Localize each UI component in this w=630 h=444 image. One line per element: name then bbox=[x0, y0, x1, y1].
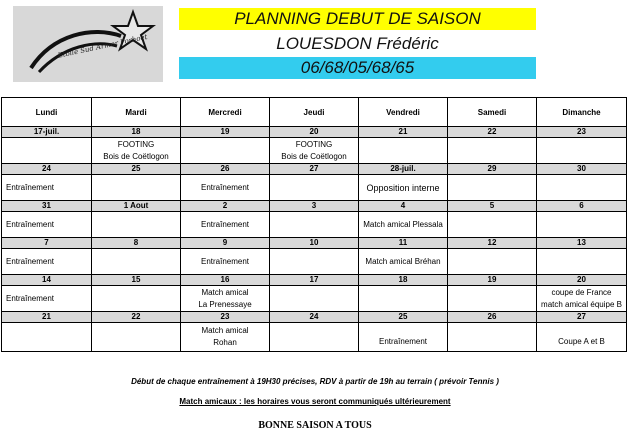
date-cell: 26 bbox=[448, 312, 537, 323]
date-cell: 30 bbox=[537, 164, 627, 175]
date-cell: 28-juil. bbox=[359, 164, 448, 175]
activity-label: La Prenessaye bbox=[198, 299, 252, 309]
date-row bbox=[2, 127, 627, 138]
coach-name: LOUESDON Frédéric bbox=[276, 34, 439, 53]
activity-cell bbox=[537, 323, 627, 352]
date-cell: 6 bbox=[537, 201, 627, 212]
activity-row bbox=[2, 249, 627, 275]
activity-label: FOOTING bbox=[295, 139, 333, 149]
activity-label: coupe de France bbox=[551, 287, 612, 297]
activity-label: Entraînement bbox=[6, 293, 55, 303]
activity-label: FOOTING bbox=[117, 139, 155, 149]
date-cell: 11 bbox=[359, 238, 448, 249]
activity-row bbox=[2, 212, 627, 238]
activity-label: Match amical bbox=[201, 287, 249, 297]
activity-cell bbox=[2, 175, 92, 201]
activity-cell bbox=[270, 212, 359, 238]
date-cell: 19 bbox=[448, 275, 537, 286]
activity-label: Bois de Coëtlogon bbox=[103, 151, 169, 161]
date-cell: 2 bbox=[181, 201, 270, 212]
activity-cell bbox=[181, 175, 270, 201]
date-cell: 31 bbox=[2, 201, 92, 212]
activity-cell bbox=[537, 175, 627, 201]
activity-cell bbox=[537, 212, 627, 238]
activity-cell bbox=[2, 138, 92, 164]
activity-cell bbox=[537, 286, 627, 312]
date-row bbox=[2, 312, 627, 323]
activity-label: Entraînement bbox=[6, 256, 55, 266]
activity-cell bbox=[270, 249, 359, 275]
date-cell: 5 bbox=[448, 201, 537, 212]
date-cell: 20 bbox=[537, 275, 627, 286]
date-cell: 15 bbox=[92, 275, 181, 286]
date-cell: 27 bbox=[270, 164, 359, 175]
activity-label: Rohan bbox=[213, 338, 237, 347]
activity-cell bbox=[2, 249, 92, 275]
activity-label: match amical équipe B bbox=[541, 299, 622, 309]
date-cell: 16 bbox=[181, 275, 270, 286]
date-cell: 9 bbox=[181, 238, 270, 249]
date-cell: 7 bbox=[2, 238, 92, 249]
activity-cell bbox=[2, 286, 92, 312]
activity-label: Entraînement bbox=[200, 182, 250, 192]
date-cell: 17-juil. bbox=[2, 127, 92, 138]
date-cell: 3 bbox=[270, 201, 359, 212]
day-header-lundi: Lundi bbox=[2, 98, 92, 127]
schedule-table bbox=[1, 97, 627, 352]
date-cell: 19 bbox=[181, 127, 270, 138]
day-header-dimanche: Dimanche bbox=[537, 98, 627, 127]
activity-cell bbox=[181, 138, 270, 164]
activity-cell bbox=[359, 175, 448, 201]
date-cell: 10 bbox=[270, 238, 359, 249]
activity-cell bbox=[537, 138, 627, 164]
activity-label: Entraînement bbox=[6, 182, 55, 192]
date-cell: 21 bbox=[2, 312, 92, 323]
activity-row bbox=[2, 286, 627, 312]
date-cell: 12 bbox=[448, 238, 537, 249]
day-header-row bbox=[2, 98, 627, 127]
activity-cell bbox=[181, 249, 270, 275]
coach-phone: 06/68/05/68/65 bbox=[179, 57, 536, 79]
date-cell: 21 bbox=[359, 127, 448, 138]
date-cell: 29 bbox=[448, 164, 537, 175]
activity-cell bbox=[92, 323, 181, 352]
logo-text: Etoile Sud Armor Porhoet bbox=[57, 32, 149, 60]
activity-label: Entraînement bbox=[200, 219, 250, 229]
day-header-mardi: Mardi bbox=[92, 98, 181, 127]
activity-cell bbox=[359, 138, 448, 164]
date-cell: 13 bbox=[537, 238, 627, 249]
activity-label: Coupe A et B bbox=[558, 337, 605, 346]
activity-label: Match amical Bréhan bbox=[365, 256, 441, 266]
activity-cell bbox=[270, 175, 359, 201]
activity-cell bbox=[92, 286, 181, 312]
date-cell: 23 bbox=[181, 312, 270, 323]
activity-cell bbox=[448, 212, 537, 238]
activity-label: Match amical Plessala bbox=[363, 219, 443, 229]
day-header-jeudi: Jeudi bbox=[270, 98, 359, 127]
date-cell: 24 bbox=[2, 164, 92, 175]
activity-row bbox=[2, 175, 627, 201]
activity-row bbox=[2, 138, 627, 164]
activity-row bbox=[2, 323, 627, 352]
activity-cell bbox=[359, 212, 448, 238]
activity-label: Match amical bbox=[201, 326, 249, 335]
activity-cell bbox=[448, 138, 537, 164]
date-cell: 22 bbox=[92, 312, 181, 323]
activity-cell bbox=[181, 323, 270, 352]
activity-cell bbox=[448, 175, 537, 201]
date-row bbox=[2, 275, 627, 286]
activity-cell bbox=[359, 286, 448, 312]
activity-cell bbox=[270, 323, 359, 352]
page-title: PLANNING DEBUT DE SAISON bbox=[179, 8, 536, 30]
date-cell: 25 bbox=[92, 164, 181, 175]
star-logo-icon bbox=[13, 6, 163, 82]
activity-label: Entraînement bbox=[378, 337, 428, 346]
activity-cell bbox=[448, 286, 537, 312]
activity-cell bbox=[359, 249, 448, 275]
day-header-vendredi: Vendredi bbox=[359, 98, 448, 127]
activity-label: Bois de Coëtlogon bbox=[281, 151, 347, 161]
activity-cell bbox=[270, 286, 359, 312]
day-header-samedi: Samedi bbox=[448, 98, 537, 127]
activity-cell bbox=[2, 212, 92, 238]
schedule-body bbox=[2, 127, 627, 352]
date-cell: 17 bbox=[270, 275, 359, 286]
activity-label: Opposition interne bbox=[366, 182, 440, 193]
date-cell: 25 bbox=[359, 312, 448, 323]
date-cell: 26 bbox=[181, 164, 270, 175]
date-cell: 14 bbox=[2, 275, 92, 286]
date-cell: 27 bbox=[537, 312, 627, 323]
match-note: Match amicaux : les horaires vous seront communiqués ultérieurement bbox=[179, 397, 451, 406]
date-cell: 20 bbox=[270, 127, 359, 138]
activity-cell bbox=[270, 138, 359, 164]
date-cell: 24 bbox=[270, 312, 359, 323]
date-cell: 1 Aout bbox=[92, 201, 181, 212]
activity-cell bbox=[448, 249, 537, 275]
activity-cell bbox=[92, 212, 181, 238]
closing-message: BONNE SAISON A TOUS bbox=[258, 420, 372, 431]
date-cell: 4 bbox=[359, 201, 448, 212]
day-header-mercredi: Mercredi bbox=[181, 98, 270, 127]
activity-label: Entraînement bbox=[6, 219, 55, 229]
activity-cell bbox=[181, 286, 270, 312]
date-row bbox=[2, 164, 627, 175]
activity-cell bbox=[448, 323, 537, 352]
activity-cell bbox=[92, 138, 181, 164]
date-cell: 22 bbox=[448, 127, 537, 138]
date-row bbox=[2, 201, 627, 212]
activity-cell bbox=[537, 249, 627, 275]
activity-cell bbox=[359, 323, 448, 352]
activity-cell bbox=[92, 249, 181, 275]
training-note: Début de chaque entraînement à 19H30 précises, RDV à partir de 19h au terrain ( prévoir Tennis ) bbox=[131, 377, 499, 386]
date-row bbox=[2, 238, 627, 249]
activity-cell bbox=[92, 175, 181, 201]
activity-cell bbox=[181, 212, 270, 238]
date-cell: 18 bbox=[359, 275, 448, 286]
date-cell: 8 bbox=[92, 238, 181, 249]
club-logo bbox=[13, 6, 163, 82]
activity-cell bbox=[2, 323, 92, 352]
date-cell: 23 bbox=[537, 127, 627, 138]
activity-label: Entraînement bbox=[200, 256, 250, 266]
date-cell: 18 bbox=[92, 127, 181, 138]
